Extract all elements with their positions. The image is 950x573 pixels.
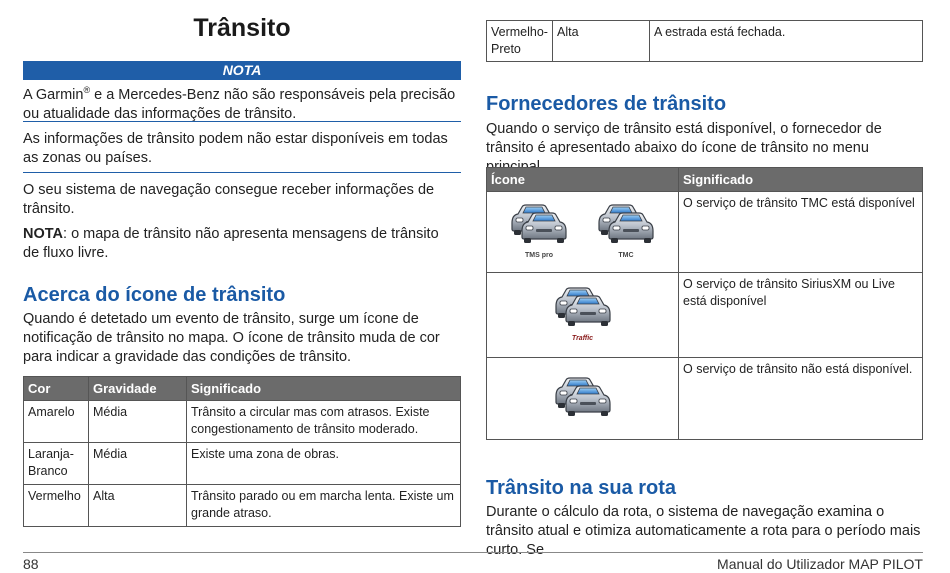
live-traffic-icon [552, 284, 614, 347]
note2-label: NOTA [23, 226, 64, 242]
table-row [24, 443, 461, 485]
route-heading: Trânsito na sua rota [486, 477, 677, 499]
meaning-cell: Existe uma zona de obras. [187, 443, 461, 485]
traffic-color-table [23, 376, 461, 527]
page-number: 88 [23, 556, 39, 572]
tmc-traffic-icon [595, 201, 657, 264]
column-header: Gravidade [89, 377, 187, 401]
icon-cell [487, 192, 679, 273]
table-row [24, 401, 461, 443]
meaning-cell: Trânsito a circular mas com atrasos. Existe congestionamento de trânsito moderado. [187, 401, 461, 443]
providers-heading: Fornecedores de trânsito [486, 93, 727, 115]
registered-mark: ® [83, 85, 91, 95]
divider-rule [23, 172, 461, 173]
severity-cell: Alta [89, 485, 187, 527]
note2-text: : o mapa de trânsito não apresenta mensagens de trânsito de fluxo livre. [23, 226, 439, 261]
table-row [487, 358, 923, 440]
color-cell: Laranja-Branco [24, 443, 89, 485]
severity-cell: Média [89, 443, 187, 485]
footer-divider [23, 552, 923, 553]
meaning-cell: O serviço de trânsito TMC está disponível [679, 192, 923, 273]
availability-paragraph: As informações de trânsito podem não estar disponíveis em todas as zonas ou países. [23, 131, 448, 166]
table-row [487, 273, 923, 358]
table-header-row [24, 377, 461, 401]
tms-pro-traffic-icon [508, 201, 570, 264]
table-row [487, 21, 923, 62]
note-banner: NOTA [23, 61, 461, 80]
color-cell: Amarelo [24, 401, 89, 443]
column-header: Cor [24, 377, 89, 401]
color-cell: Vermelho-Preto [487, 21, 553, 62]
no-traffic-icon [552, 374, 614, 423]
traffic-color-table-continued [486, 20, 923, 62]
meaning-cell: Trânsito parado ou em marcha lenta. Existe um grande atraso. [187, 485, 461, 527]
providers-intro: Quando o serviço de trânsito está disponível, o fornecedor de trânsito é apresentado abaixo do ícone de trânsito no menu [486, 121, 882, 156]
column-header: Significado [679, 168, 923, 192]
note-text [23, 81, 461, 124]
severity-cell: Média [89, 401, 187, 443]
column-header: Ícone [487, 168, 679, 192]
icon-cell [487, 273, 679, 358]
severity-cell: Alta [552, 21, 649, 62]
tmc-logo: TMC [618, 251, 634, 259]
table-row [487, 192, 923, 273]
icon-section-intro: Quando é detetado um evento de trânsito, surge um ícone de notificação de trânsito no mapa. O ícone de trânsito muda de cor para indicar a gravidade das condições de trânsito. [23, 311, 440, 365]
route-text: Durante o cálculo da rota, o sistema de navegação examina o trânsito atual e otimiza automaticamente a rota para o período mais curto. Se [486, 504, 921, 558]
icon-section-heading: Acerca do ícone de trânsito [23, 284, 286, 306]
table-header-row [487, 168, 923, 192]
manual-title: Manual do Utilizador MAP PILOT [717, 556, 923, 572]
note-text-prefix: A Garmin [23, 86, 84, 103]
page-title: Trânsito [193, 14, 291, 42]
traffic-logo: Traffic [571, 334, 594, 342]
icon-cell [487, 358, 679, 440]
receive-paragraph: O seu sistema de navegação consegue receber informações de trânsito. [23, 182, 435, 217]
providers-table [486, 167, 923, 440]
column-header: Significado [187, 377, 461, 401]
meaning-cell: O serviço de trânsito não está disponível. [679, 358, 923, 440]
table-row [24, 485, 461, 527]
divider-rule [23, 121, 461, 122]
meaning-cell: A estrada está fechada. [649, 21, 922, 62]
note2-paragraph [23, 225, 453, 263]
note-text-rest: e a Mercedes-Benz não são responsáveis pela precisão ou atualidade das informações de trânsito. [23, 86, 456, 122]
tms-pro-logo: TMS pro [525, 251, 554, 259]
meaning-cell: O serviço de trânsito SiriusXM ou Live está disponível [679, 273, 923, 358]
color-cell: Vermelho [24, 485, 89, 527]
